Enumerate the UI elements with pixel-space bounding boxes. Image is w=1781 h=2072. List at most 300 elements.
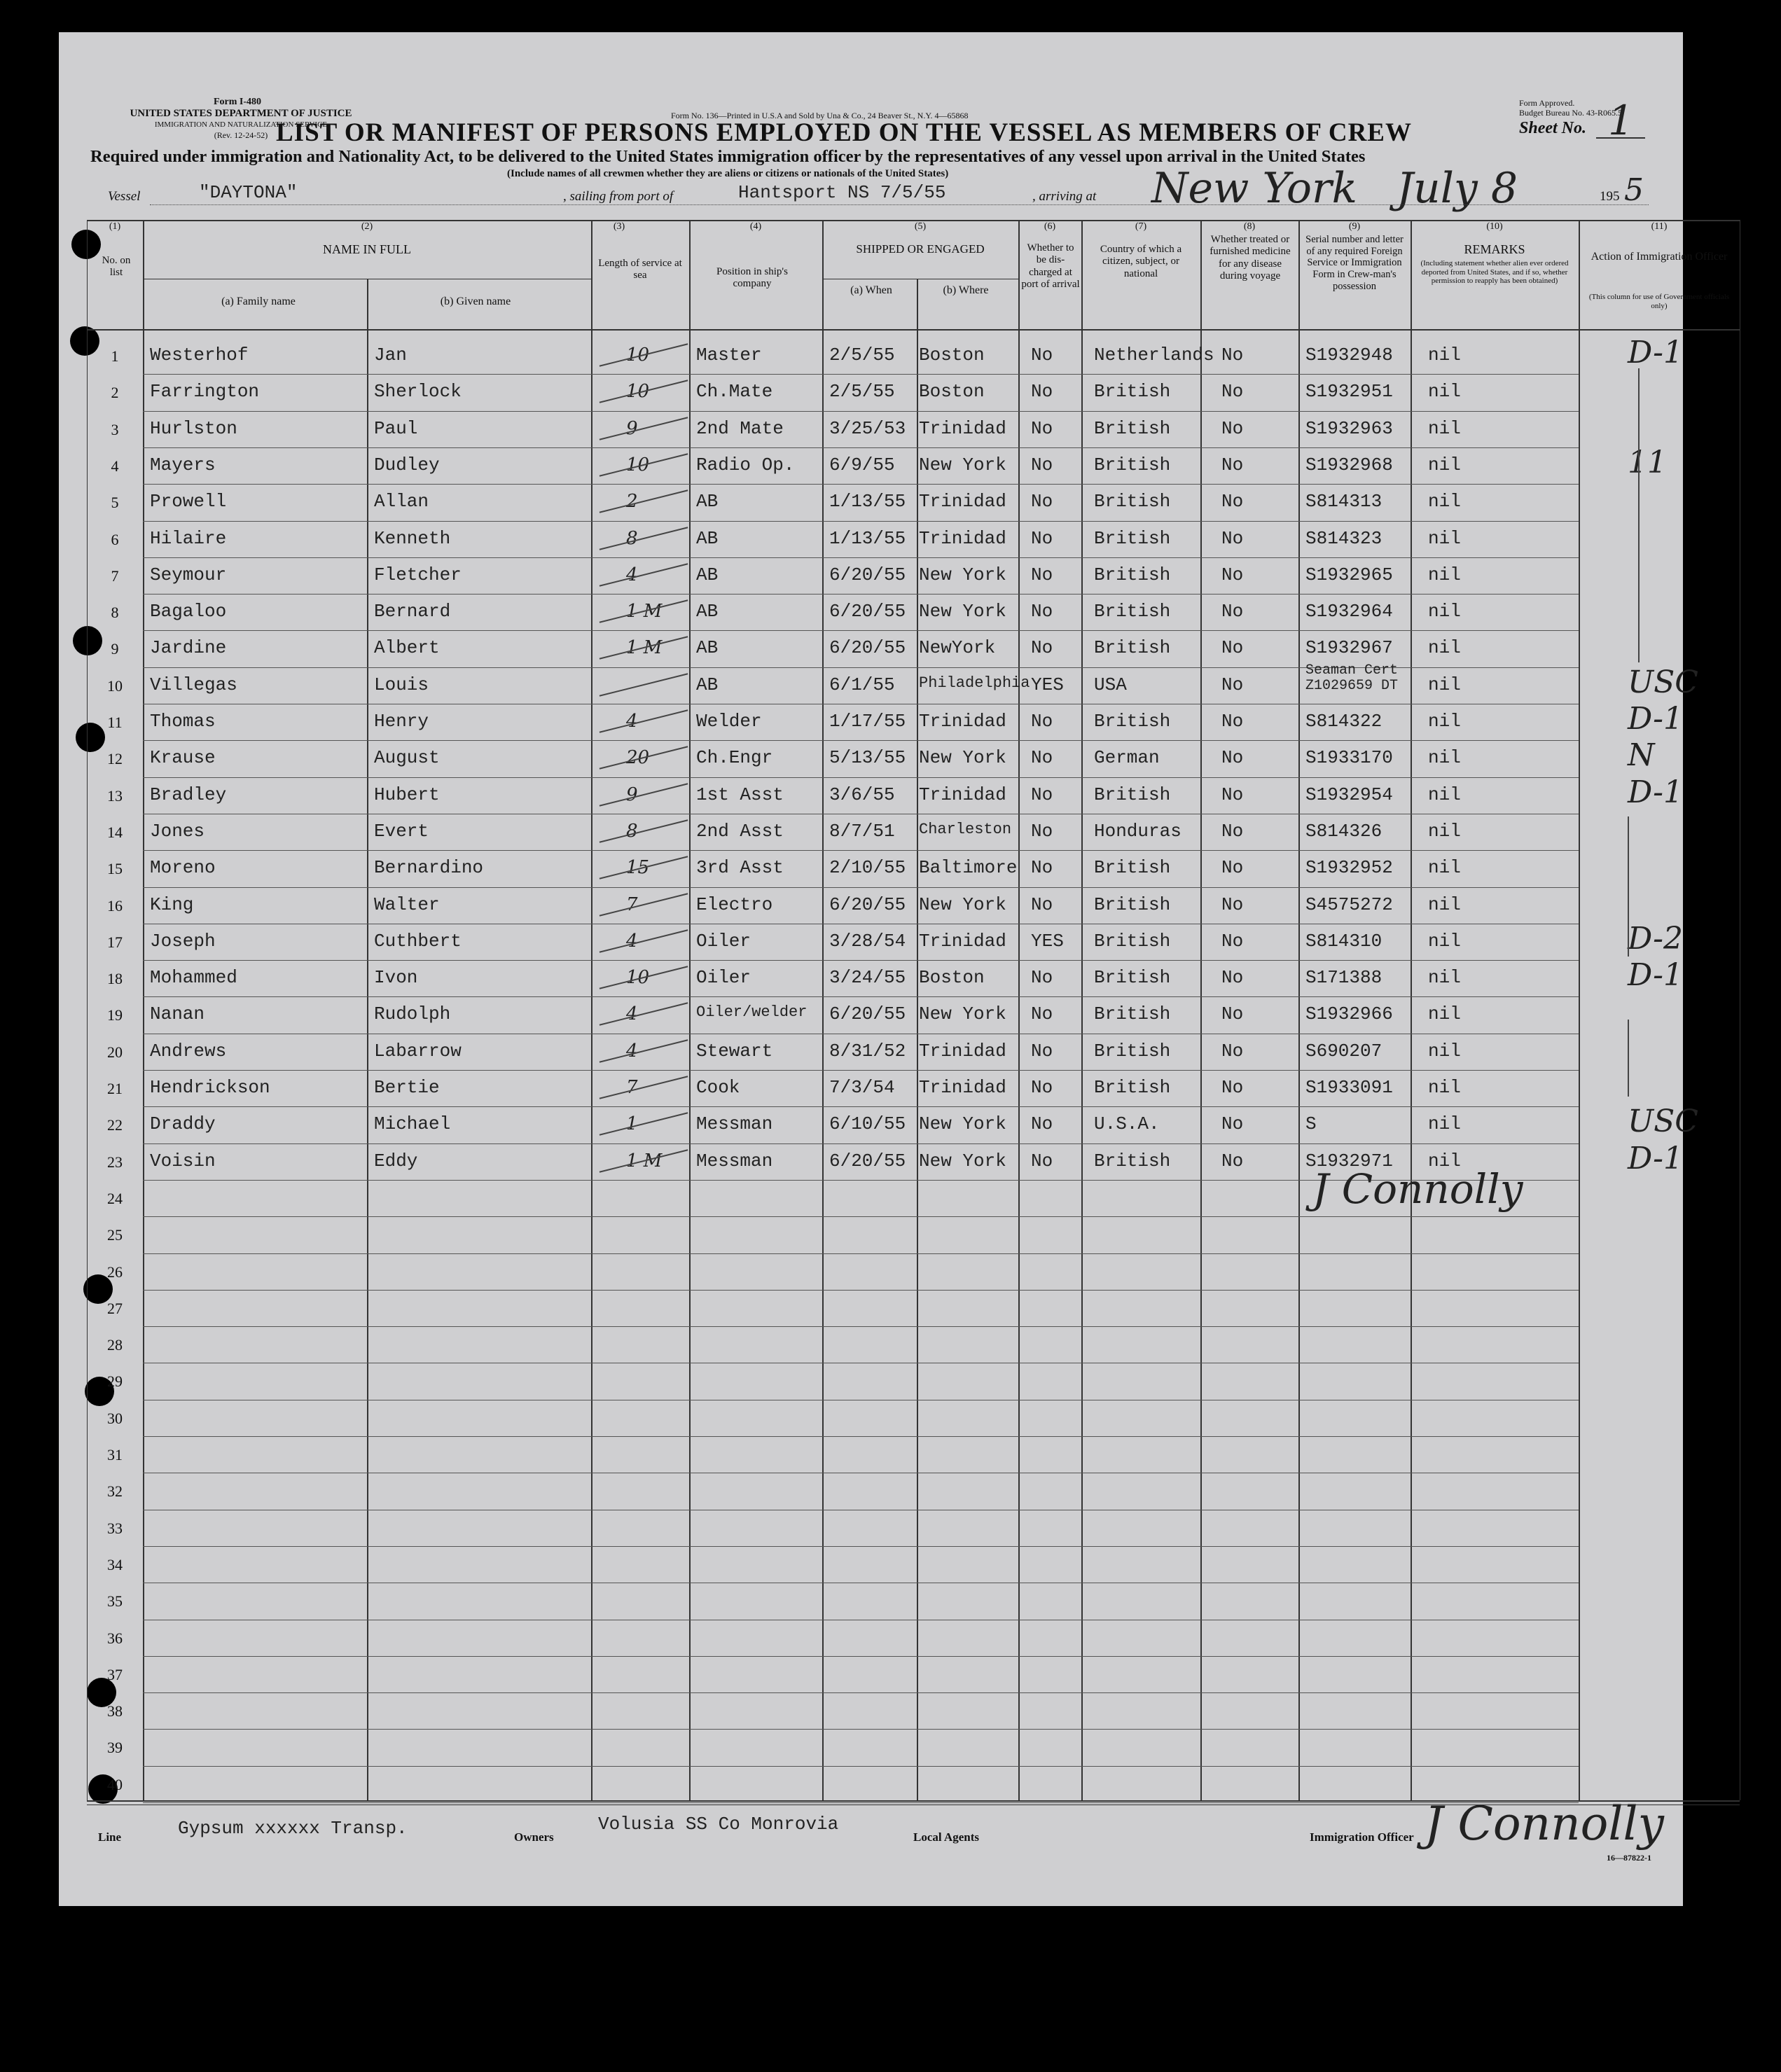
row-number: 37 — [107, 1665, 123, 1683]
row-rule — [143, 1326, 1579, 1327]
cell-discharged: No — [1031, 1150, 1053, 1171]
cell-position: Master — [696, 345, 762, 366]
cell-when: 6/20/55 — [829, 564, 906, 585]
col11-header: Action of Immigration Officer — [1591, 251, 1728, 263]
row-number: 15 — [107, 860, 123, 878]
cell-when: 2/10/55 — [829, 857, 906, 879]
col7-header: Country of which a citizen, subject, or national — [1100, 244, 1182, 279]
cell-country: British — [1094, 381, 1171, 403]
cell-discharged: YES — [1031, 674, 1064, 695]
vessel-name: "DAYTONA" — [199, 182, 298, 203]
action-mark: USC — [1628, 1104, 1698, 1140]
cell-treated: No — [1221, 711, 1244, 732]
cell-family: Seymour — [150, 564, 227, 585]
officer-signature-inline: J Connolly — [1312, 1165, 1523, 1213]
cell-where: Boston — [919, 345, 985, 366]
cell-position: Welder — [696, 711, 762, 732]
cell-service: 9 — [626, 417, 638, 439]
row-rule — [143, 1290, 1579, 1291]
row-rule — [143, 850, 1579, 851]
cell-discharged: No — [1031, 857, 1053, 879]
cell-remarks: nil — [1428, 564, 1461, 585]
cell-family: Jones — [150, 820, 205, 842]
cell-service: 1 M — [626, 1150, 663, 1171]
cell-serial: S4575272 — [1305, 894, 1393, 915]
row-number: 27 — [107, 1299, 123, 1317]
column-divider — [917, 279, 918, 1800]
header-bottom-rule — [87, 329, 1740, 331]
cell-service: 9 — [626, 784, 638, 805]
cell-treated: No — [1221, 1003, 1244, 1025]
cell-where: Boston — [919, 381, 985, 403]
cell-serial: S1932952 — [1305, 857, 1393, 879]
col8-number: (8) — [1243, 221, 1256, 232]
cell-discharged: No — [1031, 601, 1053, 623]
cell-discharged: No — [1031, 1040, 1053, 1062]
action-mark: USC — [1628, 664, 1698, 700]
cell-position: 2nd Asst — [696, 820, 784, 842]
cell-family: Bradley — [150, 784, 227, 805]
cell-discharged: No — [1031, 820, 1053, 842]
ditto-bracket — [1638, 368, 1640, 662]
service-strike — [600, 417, 688, 440]
cell-treated: No — [1221, 967, 1244, 989]
cell-country: British — [1094, 894, 1171, 915]
row-number: 33 — [107, 1519, 123, 1537]
col2b-header: (b) Given name — [440, 295, 511, 307]
cell-service: 10 — [626, 454, 650, 475]
cell-serial: S — [1305, 1113, 1317, 1135]
cell-discharged: No — [1031, 381, 1053, 403]
cell-serial: S1932963 — [1305, 417, 1393, 439]
cell-remarks: nil — [1428, 381, 1461, 403]
col9-number: (9) — [1348, 221, 1361, 232]
col9-header: Serial number and letter of any required Foreign Service or Immigration Form in Crew-man's possession — [1305, 234, 1404, 292]
cell-country: British — [1094, 857, 1171, 879]
cell-given: Hubert — [374, 784, 440, 805]
cell-service: 4 — [626, 930, 638, 952]
action-mark: N — [1628, 737, 1655, 774]
cell-serial: S1932964 — [1305, 601, 1393, 623]
cell-treated: No — [1221, 601, 1244, 623]
cell-remarks: nil — [1428, 491, 1461, 513]
cell-position: Messman — [696, 1113, 773, 1135]
sailing-label: , sailing from port of — [563, 189, 674, 204]
column-divider — [1018, 220, 1020, 1800]
cell-position: Radio Op. — [696, 454, 795, 475]
cell-given: Dudley — [374, 454, 440, 475]
cell-when: 3/6/55 — [829, 784, 895, 805]
cell-family: Voisin — [150, 1150, 216, 1171]
cell-when: 6/20/55 — [829, 1150, 906, 1171]
row-rule — [143, 740, 1579, 741]
service-strike — [600, 929, 688, 952]
cell-service: 15 — [626, 857, 650, 879]
cell-given: Eddy — [374, 1150, 418, 1171]
cell-where: New York — [919, 454, 1006, 475]
year-prefix: 195 — [1600, 189, 1620, 204]
cell-service: 4 — [626, 1040, 638, 1062]
cell-country: British — [1094, 1150, 1171, 1171]
cell-when: 6/20/55 — [829, 894, 906, 915]
cell-given: Rudolph — [374, 1003, 451, 1025]
col5-number: (5) — [914, 221, 927, 232]
cell-family: Mohammed — [150, 967, 237, 989]
cell-family: Jardine — [150, 637, 227, 659]
row-number: 4 — [111, 457, 119, 475]
cell-where: Boston — [919, 967, 985, 989]
cell-discharged: No — [1031, 1003, 1053, 1025]
col1-number: (1) — [109, 221, 121, 232]
row-rule — [143, 447, 1579, 448]
cell-service: 4 — [626, 564, 638, 585]
owners-label: Owners — [514, 1830, 554, 1844]
cell-discharged: No — [1031, 967, 1053, 989]
cell-country: British — [1094, 1003, 1171, 1025]
cell-discharged: No — [1031, 1113, 1053, 1135]
cell-position: 3rd Asst — [696, 857, 784, 879]
cell-family: Prowell — [150, 491, 227, 513]
cell-country: British — [1094, 1040, 1171, 1062]
printer-note: Form No. 136—Printed in U.S.A and Sold by Una & Co., 24 Beaver St., N.Y. 4—65868 — [671, 111, 969, 120]
cell-position: Oiler — [696, 967, 751, 989]
cell-remarks: nil — [1428, 857, 1461, 879]
action-mark: D-1 — [1628, 335, 1683, 370]
cell-treated: No — [1221, 857, 1244, 879]
col11-subheader: (This column for use of Government officials only) — [1588, 293, 1730, 310]
action-mark: D-1 — [1628, 957, 1683, 994]
cell-remarks: nil — [1428, 1077, 1461, 1098]
cell-treated: No — [1221, 1150, 1244, 1171]
row-number: 21 — [107, 1080, 123, 1097]
cell-service: 1 — [626, 1113, 638, 1135]
line-label: Line — [98, 1830, 122, 1844]
cell-where: New York — [919, 564, 1006, 585]
cell-position: Oiler/welder — [696, 1003, 808, 1022]
cell-when: 2/5/55 — [829, 345, 895, 366]
cell-family: Farrington — [150, 381, 260, 403]
cell-remarks: nil — [1428, 637, 1461, 659]
table-top-rule — [87, 220, 1740, 221]
cell-given: Walter — [374, 894, 440, 915]
arriving-label: , arriving at — [1032, 189, 1097, 204]
row-number: 24 — [107, 1189, 123, 1207]
col4-header: Position in ship's company — [716, 266, 788, 290]
row-rule — [143, 1070, 1579, 1071]
cell-serial: S1932948 — [1305, 345, 1393, 366]
cell-when: 6/20/55 — [829, 637, 906, 659]
cell-given: August — [374, 747, 440, 769]
cell-family: Draddy — [150, 1113, 216, 1135]
col8-header: Whether treated or furnished medicine for any disease during voyage — [1210, 234, 1291, 281]
cell-family: Moreno — [150, 857, 216, 879]
cell-remarks: nil — [1428, 820, 1461, 842]
include-note: (Include names of all crewmen whether they are aliens or citizens or nationals of the United States) — [507, 168, 949, 179]
cell-service: 4 — [626, 1003, 638, 1025]
service-name: IMMIGRATION AND NATURALIZATION SERVICE — [154, 120, 328, 129]
cell-position: Ch.Engr — [696, 747, 773, 769]
cell-serial: S1932971 — [1305, 1150, 1393, 1171]
row-rule — [143, 1766, 1579, 1767]
cell-where: Trinidad — [919, 1077, 1006, 1098]
cell-given: Sherlock — [374, 381, 462, 403]
row-rule — [143, 1546, 1579, 1547]
cell-country: Netherlands — [1094, 345, 1214, 366]
cell-where: Trinidad — [919, 1040, 1006, 1062]
column-divider — [1579, 220, 1580, 1800]
column-divider — [591, 220, 592, 1800]
cell-country: British — [1094, 784, 1171, 805]
cell-position: Stewart — [696, 1040, 773, 1062]
cell-serial: S814323 — [1305, 527, 1382, 549]
cell-remarks: nil — [1428, 345, 1461, 366]
cell-when: 1/13/55 — [829, 527, 906, 549]
service-strike — [600, 783, 688, 806]
budget-bureau: Budget Bureau No. 43-R065.5. — [1519, 108, 1624, 118]
cell-discharged: YES — [1031, 930, 1064, 952]
cell-given: Cuthbert — [374, 930, 462, 952]
cell-given: Louis — [374, 674, 429, 695]
cell-remarks: nil — [1428, 601, 1461, 623]
service-strike — [600, 489, 688, 513]
cell-treated: No — [1221, 784, 1244, 805]
cell-when: 1/13/55 — [829, 491, 906, 513]
cell-where: Trinidad — [919, 930, 1006, 952]
cell-position: 1st Asst — [696, 784, 784, 805]
cell-treated: No — [1221, 1040, 1244, 1062]
cell-where: Trinidad — [919, 417, 1006, 439]
col6-header: Whether to be dis-charged at port of arrival — [1021, 242, 1080, 290]
cell-position: AB — [696, 601, 719, 623]
cell-where: New York — [919, 747, 1006, 769]
manifest-sheet — [59, 32, 1730, 1906]
cell-serial: S814326 — [1305, 820, 1382, 842]
cell-remarks: nil — [1428, 711, 1461, 732]
cell-service: 20 — [626, 747, 650, 769]
service-strike — [600, 893, 688, 916]
row-number: 38 — [107, 1702, 123, 1720]
col11-number: (11) — [1651, 221, 1668, 232]
cell-country: British — [1094, 564, 1171, 585]
cell-when: 2/5/55 — [829, 381, 895, 403]
cell-discharged: No — [1031, 417, 1053, 439]
cell-position: AB — [696, 564, 719, 585]
officer-signature: J Connolly — [1425, 1797, 1664, 1851]
cell-where: New York — [919, 1113, 1006, 1135]
year-suffix: 5 — [1624, 172, 1644, 208]
cell-remarks: nil — [1428, 747, 1461, 769]
row-rule — [143, 1802, 1579, 1803]
column-divider — [689, 220, 691, 1800]
cell-country: British — [1094, 491, 1171, 513]
cell-position: AB — [696, 527, 719, 549]
cell-country: U.S.A. — [1094, 1113, 1160, 1135]
form-revision: (Rev. 12-24-52) — [214, 130, 268, 140]
cell-when: 8/7/51 — [829, 820, 895, 842]
cell-serial: S171388 — [1305, 967, 1382, 989]
cell-country: British — [1094, 637, 1171, 659]
cell-treated: No — [1221, 454, 1244, 475]
ditto-bracket — [1628, 1020, 1629, 1097]
cell-discharged: No — [1031, 747, 1053, 769]
cell-when: 6/20/55 — [829, 1003, 906, 1025]
vessel-label: Vessel — [108, 189, 141, 204]
action-mark: 11 — [1628, 444, 1667, 480]
cell-where: Trinidad — [919, 711, 1006, 732]
cell-discharged: No — [1031, 784, 1053, 805]
row-rule — [143, 1216, 1579, 1217]
cell-remarks: nil — [1428, 1040, 1461, 1062]
row-rule — [143, 887, 1579, 888]
cell-country: USA — [1094, 674, 1127, 695]
cell-serial: S1933170 — [1305, 747, 1393, 769]
cell-remarks: nil — [1428, 454, 1461, 475]
cell-country: British — [1094, 930, 1171, 952]
cell-when: 3/28/54 — [829, 930, 906, 952]
col3-number: (3) — [613, 221, 625, 232]
cell-service: 10 — [626, 345, 650, 366]
row-number: 7 — [111, 566, 119, 585]
cell-service: 7 — [626, 894, 638, 915]
local-agents-label: Local Agents — [913, 1830, 979, 1844]
cell-treated: No — [1221, 417, 1244, 439]
column-divider — [367, 279, 368, 1800]
row-number: 17 — [107, 933, 123, 951]
cell-position: Messman — [696, 1150, 773, 1171]
department-name: UNITED STATES DEPARTMENT OF JUSTICE — [130, 108, 352, 119]
cell-remarks: nil — [1428, 784, 1461, 805]
row-rule — [143, 521, 1579, 522]
col10-header: REMARKS — [1464, 242, 1525, 256]
row-number: 16 — [107, 896, 123, 915]
col4-number: (4) — [749, 221, 762, 232]
service-strike — [600, 819, 688, 842]
service-strike — [600, 673, 688, 696]
cell-position: AB — [696, 637, 719, 659]
row-number: 13 — [107, 786, 123, 805]
row-number: 35 — [107, 1592, 123, 1611]
cell-discharged: No — [1031, 345, 1053, 366]
cell-service: 7 — [626, 1077, 638, 1098]
service-strike — [600, 709, 688, 732]
cell-given: Labarrow — [374, 1040, 462, 1062]
cell-discharged: No — [1031, 564, 1053, 585]
arrival-date: July 8 — [1397, 164, 1518, 213]
cell-when: 3/25/53 — [829, 417, 906, 439]
row-number: 19 — [107, 1006, 123, 1024]
col6-number: (6) — [1044, 221, 1056, 232]
row-number: 5 — [111, 494, 119, 512]
action-mark: D-1 — [1628, 701, 1683, 737]
row-number: 30 — [107, 1409, 123, 1427]
cell-serial: S814310 — [1305, 930, 1382, 952]
row-number: 14 — [107, 823, 123, 841]
cell-service: 10 — [626, 381, 650, 403]
service-strike — [600, 1003, 688, 1026]
owners-value: Volusia SS Co Monrovia — [598, 1814, 839, 1835]
cell-service: 2 — [626, 491, 638, 513]
cell-country: Honduras — [1094, 820, 1181, 842]
cell-remarks: nil — [1428, 1150, 1461, 1171]
row-rule — [143, 1436, 1579, 1437]
action-mark: D-1 — [1628, 1140, 1683, 1176]
cell-when: 3/24/55 — [829, 967, 906, 989]
immigration-officer-label: Immigration Officer — [1310, 1830, 1414, 1844]
row-number: 18 — [107, 970, 123, 988]
cell-where: Trinidad — [919, 527, 1006, 549]
cell-remarks: nil — [1428, 967, 1461, 989]
cell-remarks: nil — [1428, 674, 1461, 695]
cell-where: New York — [919, 1150, 1006, 1171]
row-rule — [143, 1692, 1579, 1693]
cell-treated: No — [1221, 491, 1244, 513]
cell-discharged: No — [1031, 637, 1053, 659]
line-value: Gypsum xxxxxx Transp. — [178, 1818, 408, 1839]
cell-position: Oiler — [696, 930, 751, 952]
cell-serial: S814322 — [1305, 711, 1382, 732]
col5b-header: (b) Where — [943, 284, 989, 296]
cell-family: Joseph — [150, 930, 216, 952]
cell-position: AB — [696, 491, 719, 513]
column-divider — [1411, 220, 1412, 1800]
col2a-header: (a) Family name — [221, 295, 296, 307]
cell-discharged: No — [1031, 491, 1053, 513]
cell-given: Michael — [374, 1113, 451, 1135]
row-rule — [143, 594, 1579, 595]
cell-treated: No — [1221, 894, 1244, 915]
cell-family: Krause — [150, 747, 216, 769]
cell-where: Baltimore — [919, 857, 1018, 879]
cell-treated: No — [1221, 637, 1244, 659]
row-rule — [143, 630, 1579, 631]
row-number: 36 — [107, 1629, 123, 1647]
cell-remarks: nil — [1428, 1003, 1461, 1025]
row-number: 28 — [107, 1336, 123, 1354]
cell-serial: S1932965 — [1305, 564, 1393, 585]
form-number: Form I-480 — [213, 97, 262, 107]
cell-remarks: nil — [1428, 1113, 1461, 1135]
sheet-number: 1 — [1608, 97, 1634, 144]
cell-treated: No — [1221, 674, 1244, 695]
cell-treated: No — [1221, 747, 1244, 769]
col10-subheader: (Including statement whether alien ever ordered deported from United States, and if so, whether permission to reapply has been obtained) — [1420, 259, 1569, 286]
page-title: LIST OR MANIFEST OF PERSONS EMPLOYED ON THE VESSEL AS MEMBERS OF CREW — [276, 118, 1412, 147]
col5-header: SHIPPED OR ENGAGED — [856, 242, 985, 256]
row-number: 2 — [111, 384, 119, 402]
cell-serial: S1932967 — [1305, 637, 1393, 659]
cell-where: Trinidad — [919, 784, 1006, 805]
cell-country: British — [1094, 711, 1171, 732]
col10-number: (10) — [1486, 221, 1503, 232]
cell-country: British — [1094, 967, 1171, 989]
cell-family: Thomas — [150, 711, 216, 732]
column-divider — [1081, 220, 1083, 1800]
cell-service: 10 — [626, 967, 650, 989]
sheet-underline — [1596, 137, 1645, 139]
cell-service: 4 — [626, 711, 638, 732]
cell-family: Nanan — [150, 1003, 205, 1025]
cell-remarks: nil — [1428, 894, 1461, 915]
cell-where: Trinidad — [919, 491, 1006, 513]
cell-serial: S1932968 — [1305, 454, 1393, 475]
row-rule — [143, 411, 1579, 412]
col3-header: Length of service at sea — [598, 258, 682, 281]
cell-country: British — [1094, 527, 1171, 549]
cell-when: 1/17/55 — [829, 711, 906, 732]
cell-family: Hendrickson — [150, 1077, 270, 1098]
cell-given: Bertie — [374, 1077, 440, 1098]
cell-when: 5/13/55 — [829, 747, 906, 769]
